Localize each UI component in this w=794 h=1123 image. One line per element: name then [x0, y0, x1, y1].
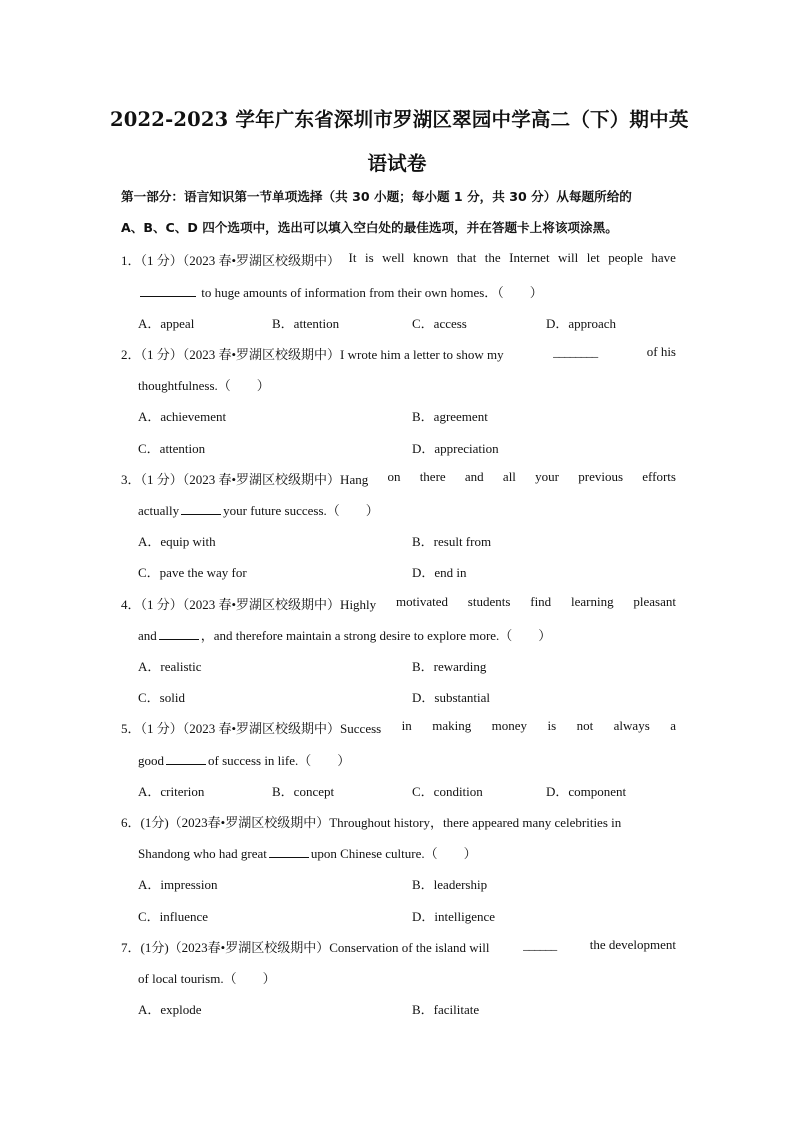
word: It	[348, 250, 357, 265]
question-2-option-a[interactable]: A．achievement	[138, 409, 227, 424]
question-6-continuation	[138, 843, 477, 862]
question-text: ，and therefore maintain a strong desire to explore more.（ ）	[200, 628, 552, 643]
question-text: Shandong who had great	[138, 846, 267, 861]
question-6-option-b[interactable]: B．leadership	[412, 877, 488, 892]
question-7-text: 7．(1分)（2023春•罗湖区校级期中）Conservation of the island will	[121, 940, 490, 955]
question-6-option-a[interactable]: A．impression	[138, 877, 218, 892]
word: money	[491, 718, 528, 733]
question-2-option-b[interactable]: B．agreement	[412, 409, 488, 424]
word: students	[467, 594, 511, 609]
word: there	[419, 469, 446, 484]
question-1-option-a[interactable]: A．appeal	[138, 316, 195, 331]
question-6-text: 6．(1分)（2023春•罗湖区校级期中）Throughout history，there appeared many celebrities in	[121, 815, 622, 830]
question-6-stem	[121, 812, 676, 831]
question-text: your future success.（ ）	[223, 503, 379, 518]
word: will	[558, 250, 579, 265]
question-3-option-c[interactable]: C．pave the way for	[138, 565, 247, 580]
word: is	[547, 718, 557, 733]
question-5-option-c[interactable]: C．condition	[412, 784, 483, 799]
question-7-option-b[interactable]: B．facilitate	[412, 1002, 480, 1017]
question-1-option-b[interactable]: B．attention	[272, 316, 340, 331]
question-2-continuation: thoughtfulness.（ ）	[138, 378, 270, 393]
question-2-option-d[interactable]: D．appreciation	[412, 441, 499, 456]
question-text: good	[138, 753, 164, 768]
question-4-continuation	[138, 625, 551, 644]
question-1-option-d[interactable]: D．approach	[546, 316, 617, 331]
question-4-stem	[121, 594, 676, 613]
section-instructions-line-1: 第一部分：语言知识第一节单项选择（共 30 小题；每小题 1 分，共 30 分）从每题所给的	[121, 189, 632, 204]
question-2-text: 2．（1 分）（2023 春•罗湖区校级期中）I wrote him a letter to show my	[121, 347, 504, 362]
question-3-number: 3．（1 分）（2023 春•罗湖区校级期中）Hang	[121, 472, 369, 487]
word: previous	[578, 469, 624, 484]
word: Internet	[509, 250, 550, 265]
word: in	[401, 718, 412, 733]
answer-blank: ______	[523, 937, 557, 952]
question-2-option-c[interactable]: C．attention	[138, 441, 206, 456]
section-instructions-line-2: A、B、C、D 四个选项中，选出可以填入空白处的最佳选项，并在答题卡上将该项涂黑。	[121, 220, 618, 235]
question-text: of success in life.（ ）	[208, 753, 351, 768]
word: all	[502, 469, 516, 484]
question-3-continuation	[138, 500, 379, 519]
question-7-option-a[interactable]: A．explode	[138, 1002, 202, 1017]
answer-blank	[140, 285, 196, 297]
exam-title-line-2: 语试卷	[367, 152, 427, 175]
question-3-option-a[interactable]: A．equip with	[138, 534, 216, 549]
question-1-number: 1．（1 分）（2023 春•罗湖区校级期中）	[121, 253, 341, 268]
word: well	[382, 250, 405, 265]
question-3-option-d[interactable]: D．end in	[412, 565, 467, 580]
question-text: to huge amounts of information from their own homes．（ ）	[201, 285, 543, 300]
word: motivated	[395, 594, 448, 609]
question-5-option-a[interactable]: A．criterion	[138, 784, 205, 799]
question-5-continuation	[138, 750, 350, 769]
word: let	[586, 250, 600, 265]
word: and	[464, 469, 484, 484]
question-text: upon Chinese culture.（ ）	[310, 846, 477, 861]
question-4-option-b[interactable]: B．rewarding	[412, 659, 487, 674]
question-3-stem	[121, 469, 676, 488]
question-text: actually	[138, 503, 180, 518]
question-4-option-d[interactable]: D．substantial	[412, 690, 490, 705]
word: the	[484, 250, 501, 265]
question-7-stem	[121, 937, 676, 956]
answer-blank: ________	[553, 344, 598, 359]
question-1-continuation	[138, 282, 543, 301]
word: not	[576, 718, 594, 733]
question-text: the development	[589, 937, 676, 952]
answer-blank	[181, 503, 221, 515]
question-6-option-c[interactable]: C．influence	[138, 909, 209, 924]
word: that	[456, 250, 477, 265]
question-5-number: 5．（1 分）（2023 春•罗湖区校级期中）Success	[121, 721, 382, 736]
answer-blank	[269, 846, 309, 858]
question-5-option-d[interactable]: D．component	[546, 784, 627, 799]
exam-title-line-1: 2022-2023 学年广东省深圳市罗湖区翠园中学高二（下）期中英	[110, 108, 689, 131]
word: known	[412, 250, 449, 265]
question-1-stem	[121, 250, 676, 269]
word: on	[387, 469, 401, 484]
word: your	[535, 469, 559, 484]
word: have	[651, 250, 676, 265]
question-6-option-d[interactable]: D．intelligence	[412, 909, 496, 924]
question-4-number: 4．（1 分）（2023 春•罗湖区校级期中）Highly	[121, 597, 377, 612]
answer-blank	[159, 628, 199, 640]
word: pleasant	[633, 594, 676, 609]
question-7-continuation: of local tourism.（ ）	[138, 971, 276, 986]
word: is	[364, 250, 374, 265]
question-5-stem	[121, 718, 676, 737]
question-4-option-a[interactable]: A．realistic	[138, 659, 202, 674]
word: of his	[646, 344, 676, 359]
question-text: and	[138, 628, 157, 643]
word: always	[613, 718, 650, 733]
word: a	[670, 718, 676, 733]
word: find	[530, 594, 552, 609]
question-5-option-b[interactable]: B．concept	[272, 784, 335, 799]
word: learning	[571, 594, 614, 609]
question-1-option-c[interactable]: C．access	[412, 316, 467, 331]
question-4-option-c[interactable]: C．solid	[138, 690, 185, 705]
word: people	[608, 250, 643, 265]
question-3-option-b[interactable]: B．result from	[412, 534, 492, 549]
word: making	[432, 718, 472, 733]
word: efforts	[642, 469, 676, 484]
question-2-stem	[121, 344, 676, 363]
answer-blank	[166, 753, 206, 765]
